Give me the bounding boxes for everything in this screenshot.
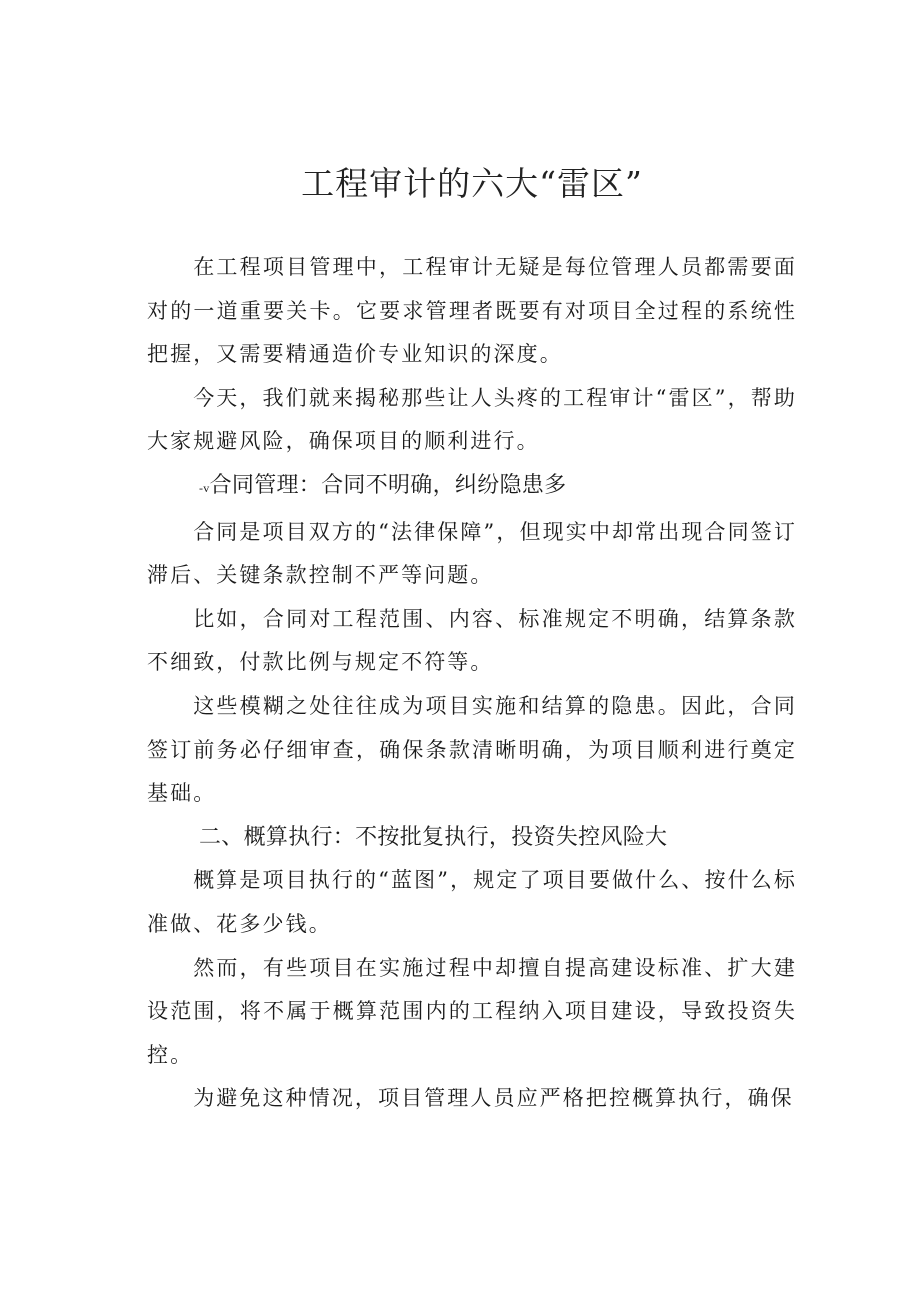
body-paragraph: 比如，合同对工程范围、内容、标准规定不明确，结算条款不细致，付款比例与规定不符等。: [147, 606, 797, 675]
intro-paragraph: 在工程项目管理中，工程审计无疑是每位管理人员都需要面对的一道重要关卡。它要求管理者既要有对项目全过程的系统性把握，又需要精通造价专业知识的深度。: [147, 255, 797, 367]
heading-prefix: -v: [199, 480, 210, 495]
body-paragraph: 概算是项目执行的“蓝图”，规定了项目要做什么、按什么标准做、花多少钱。: [147, 868, 797, 936]
section-heading: -v合同管理：合同不明确，纠纷隐患多: [199, 472, 567, 498]
body-paragraph: 这些模糊之处往往成为项目实施和结算的隐患。因此，合同签订前务必仔细审查，确保条款清晰明确，为项目顺利进行奠定基础。: [147, 693, 797, 806]
body-paragraph: 然而，有些项目在实施过程中却擅自提高建设标准、扩大建设范围，将不属于概算范围内的工程纳入项目建设，导致投资失控。: [147, 955, 797, 1067]
document-body: [147, 246, 797, 1121]
document-title: 工程审计的六大“雷区”: [301, 164, 643, 203]
section-heading: 二、概算执行：不按批复执行，投资失控风险大: [199, 824, 668, 850]
body-paragraph: 合同是项目双方的“法律保障”，但现实中却常出现合同签订滞后、关键条款控制不严等问题。: [147, 519, 797, 588]
intro-paragraph: 今天，我们就来揭秘那些让人头疼的工程审计“雷区”，帮助大家规避风险，确保项目的顺利进行。: [147, 385, 797, 454]
body-paragraph: 为避免这种情况，项目管理人员应严格把控概算执行，确保: [193, 1086, 794, 1111]
